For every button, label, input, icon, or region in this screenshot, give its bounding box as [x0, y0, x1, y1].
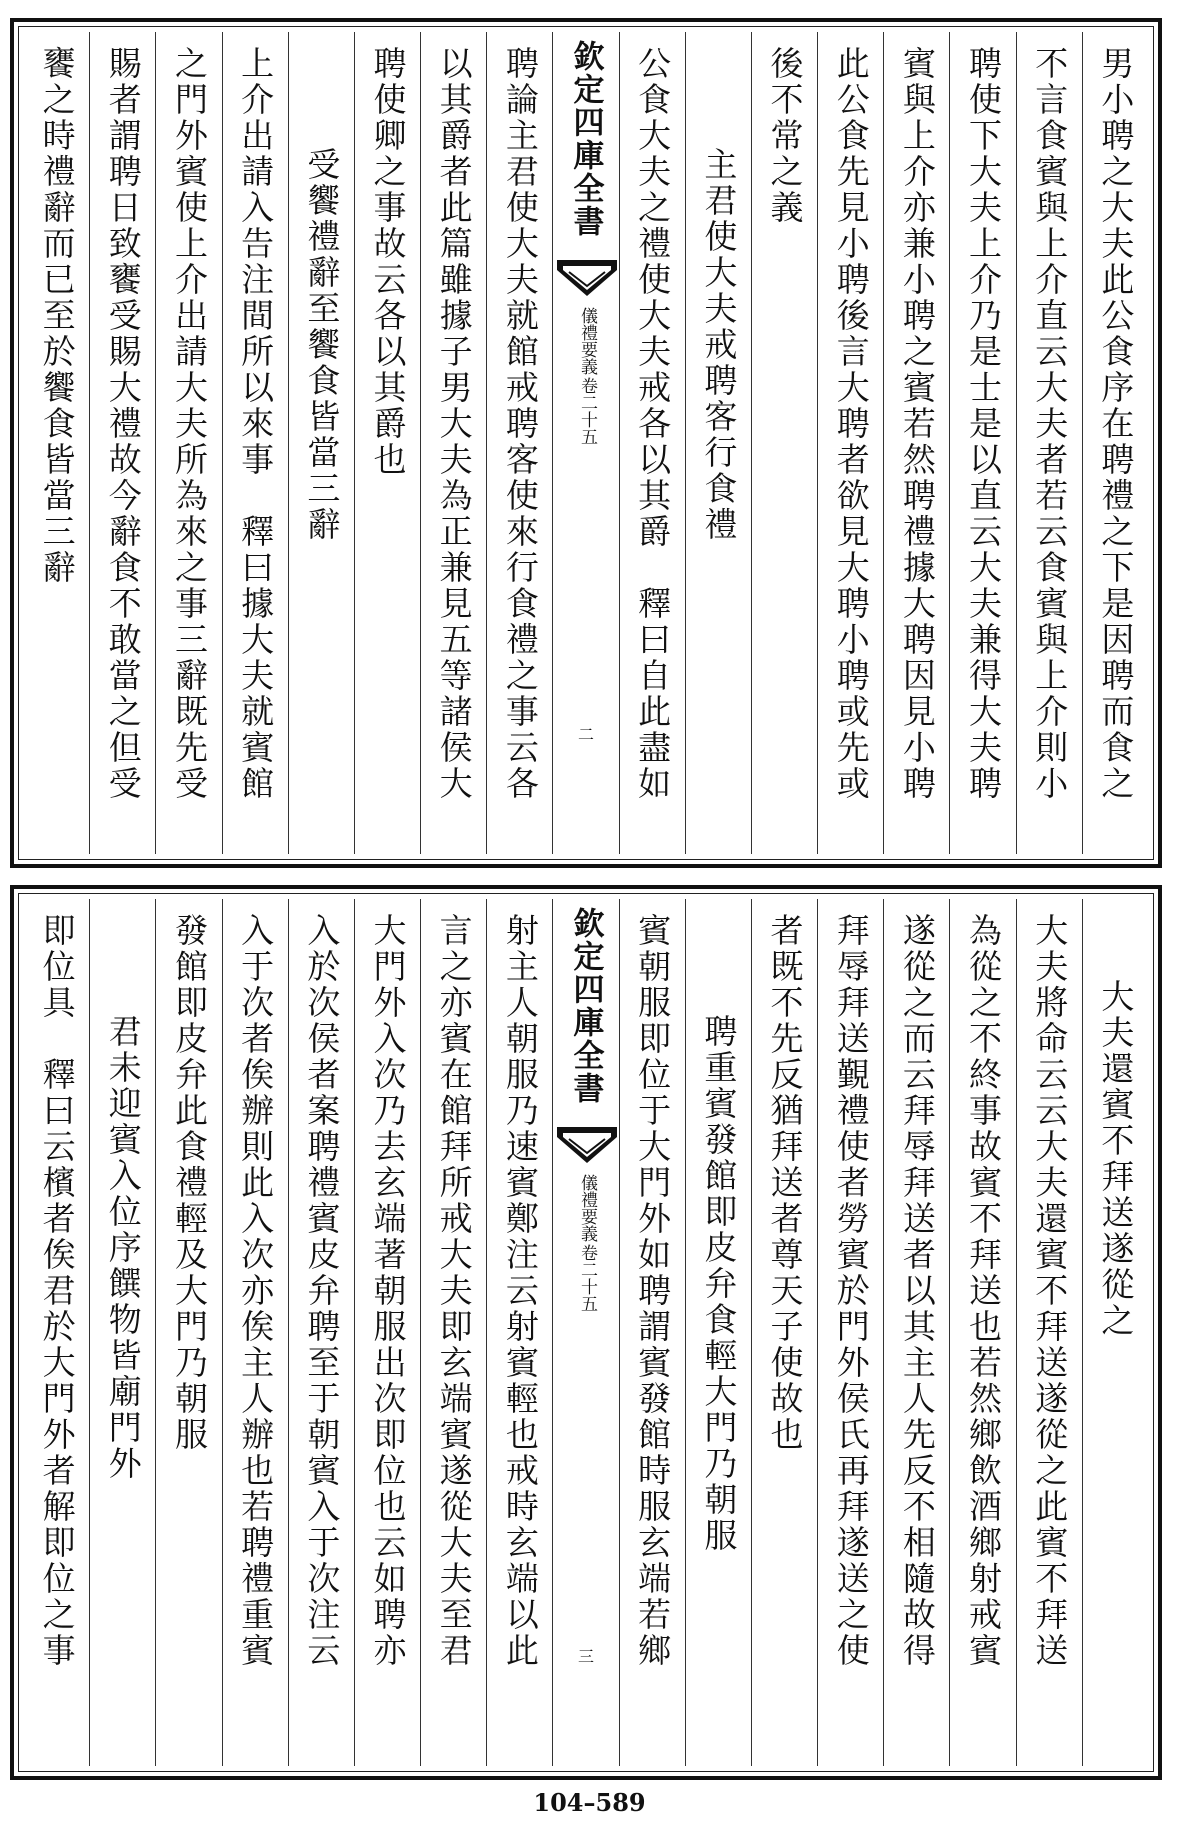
- text-column: [24, 32, 89, 854]
- column-text: 聘重賓發館即皮弁食輕大門乃朝服: [699, 1014, 739, 1554]
- text-column: [24, 899, 89, 1766]
- lower-page: [10, 885, 1162, 1780]
- column-text: 拜辱拜送覲禮使者勞賓於門外侯氏再拜遂送之使: [831, 913, 871, 1669]
- column-text: 後不常之義: [765, 46, 805, 226]
- text-column: [155, 32, 221, 854]
- center-fold-column: [552, 899, 618, 1766]
- column-text: 聘論主君使大夫就館戒聘客使來行食禮之事云各: [500, 46, 540, 802]
- center-fold-column: [552, 32, 618, 854]
- column-text: 以其爵者此篇雖據子男大夫為正兼見五等諸侯大: [434, 46, 474, 802]
- work-title: 儀禮要義: [576, 1174, 597, 1242]
- column-text: 入于次者俟辦則此入次亦俟主人辦也若聘禮重賓: [236, 913, 276, 1669]
- text-column: [883, 899, 949, 1766]
- column-text: 大夫將命云云大夫還賓不拜送遂從之此賓不拜送: [1030, 913, 1070, 1669]
- lower-columns: [24, 899, 1148, 1766]
- column-text: 入於次侯者案聘禮賓皮弁聘至于朝賓入于次注云: [302, 913, 342, 1669]
- text-column: [420, 899, 486, 1766]
- page-footer-number: 104–589: [533, 1788, 646, 1817]
- fish-tail-mark-icon: [557, 260, 617, 296]
- text-column: [685, 899, 751, 1766]
- column-text: 饔之時禮辭而已至於饗食皆當三辭: [37, 46, 77, 586]
- text-column: [1016, 899, 1082, 1766]
- column-text: 即位具 釋曰云檳者俟君於大門外者解即位之事: [37, 913, 77, 1669]
- column-text: 射主人朝服乃速賓鄭注云射賓輕也戒時玄端以此: [500, 913, 540, 1669]
- column-text: 賜者謂聘日致饔受賜大禮故今辭食不敢當之但受: [103, 46, 143, 802]
- text-column: [222, 899, 288, 1766]
- column-text: 主君使大夫戒聘客行食禮: [699, 147, 739, 543]
- book-title: 欽定四庫全書: [567, 907, 604, 1105]
- text-column: [751, 899, 817, 1766]
- text-column: [288, 32, 354, 854]
- text-column: [1016, 32, 1082, 854]
- text-column: [155, 899, 221, 1766]
- text-column: [817, 32, 883, 854]
- column-text: 言之亦賓在館拜所戒大夫即玄端賓遂從大夫至君: [434, 913, 474, 1669]
- text-column: [486, 32, 552, 854]
- text-column: [883, 32, 949, 854]
- column-text: 者既不先反猶拜送者尊天子使故也: [765, 913, 805, 1453]
- column-text: 聘使下大夫上介乃是士是以直云大夫兼得大夫聘: [964, 46, 1004, 802]
- column-text: 君未迎賓入位序饌物皆廟門外: [103, 1014, 143, 1482]
- column-text: 賓與上介亦兼小聘之賓若然聘禮據大聘因見小聘: [897, 46, 937, 802]
- volume-label: [577, 307, 595, 445]
- column-text: 此公食先見小聘後言大聘者欲見大聘小聘或先或: [831, 46, 871, 802]
- column-text: 聘使卿之事故云各以其爵也: [368, 46, 408, 478]
- column-text: 公食大夫之禮使大夫戒各以其爵 釋曰自此盡如: [633, 46, 673, 802]
- text-column: [619, 899, 685, 1766]
- text-column: [949, 32, 1015, 854]
- column-text: 受饗禮辭至饗食皆當三辭: [302, 147, 342, 543]
- column-text: 男小聘之大夫此公食序在聘禮之下是因聘而食之: [1096, 46, 1136, 802]
- upper-page: [10, 18, 1162, 868]
- column-text: 之門外賓使上介出請大夫所為來之事三辭既先受: [169, 46, 209, 802]
- column-text: 大夫還賓不拜送遂從之: [1096, 979, 1136, 1339]
- volume-label: [577, 1174, 595, 1312]
- column-text: 為從之不終事故賓不拜送也若然鄉飲酒鄉射戒賓: [964, 913, 1004, 1669]
- text-column: [751, 32, 817, 854]
- column-text: 大門外入次乃去玄端著朝服出次即位也云如聘亦: [368, 913, 408, 1669]
- text-column: [486, 899, 552, 1766]
- text-column: [89, 32, 155, 854]
- text-column: [354, 899, 420, 1766]
- upper-columns: [24, 32, 1148, 854]
- text-column: [288, 899, 354, 1766]
- book-title: 欽定四庫全書: [567, 40, 604, 238]
- column-text: 上介出請入告注間所以來事 釋曰據大夫就賓館: [236, 46, 276, 802]
- text-column: [1082, 899, 1148, 1766]
- leaf-number: 三: [578, 1647, 595, 1666]
- leaf-number: 二: [578, 725, 595, 744]
- fish-tail-mark-icon: [557, 1127, 617, 1163]
- volume-number: 卷二十五: [576, 1244, 597, 1312]
- text-column: [89, 899, 155, 1766]
- column-text: 遂從之而云拜辱拜送者以其主人先反不相隨故得: [897, 913, 937, 1669]
- text-column: [1082, 32, 1148, 854]
- text-column: [222, 32, 288, 854]
- column-text: 發館即皮弁此食禮輕及大門乃朝服: [169, 913, 209, 1453]
- volume-number: 卷二十五: [576, 377, 597, 445]
- text-column: [354, 32, 420, 854]
- text-column: [420, 32, 486, 854]
- work-title: 儀禮要義: [576, 307, 597, 375]
- text-column: [685, 32, 751, 854]
- column-text: 不言食賓與上介直云大夫者若云食賓與上介則小: [1030, 46, 1070, 802]
- text-column: [619, 32, 685, 854]
- text-column: [817, 899, 883, 1766]
- column-text: 賓朝服即位于大門外如聘謂賓發館時服玄端若鄉: [633, 913, 673, 1669]
- text-column: [949, 899, 1015, 1766]
